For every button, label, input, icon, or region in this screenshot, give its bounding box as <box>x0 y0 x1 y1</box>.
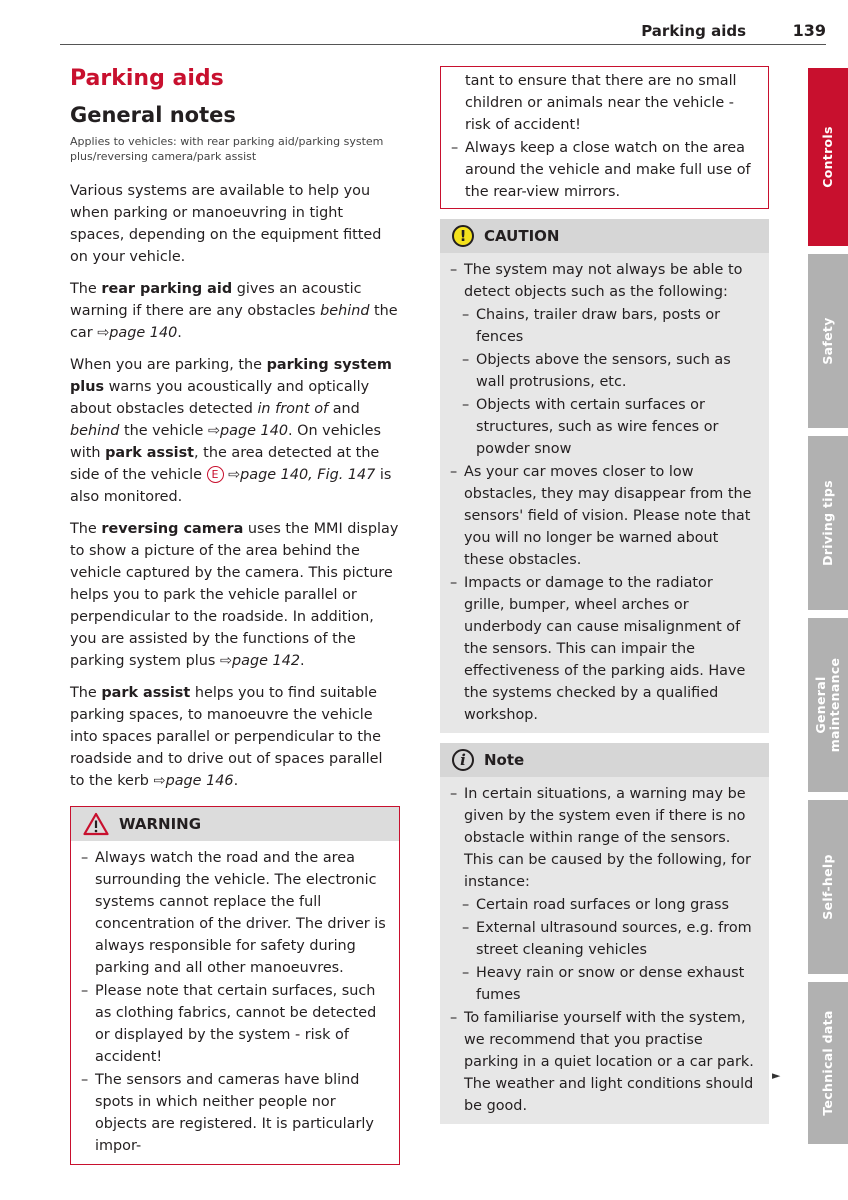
list-item: – As your car moves closer to low obstacles, they may disappear from the sensors' field of vision. Please note that you will no longer be warned about these obstacles. <box>450 461 757 571</box>
warning-header <box>71 807 399 841</box>
section-heading: General notes <box>70 103 236 127</box>
exclamation-circle-icon: ! <box>452 225 474 247</box>
text: gives an acoustic warning if there are any obstacles <box>70 281 362 319</box>
list-item: – Impacts or damage to the radiator grille, bumper, wheel arches or underbody can cause misalignment of the sensors. This can impair the effectiveness of the parking aids. Have the systems checked by a qualified workshop. <box>450 572 757 726</box>
emphasis: in front of <box>257 401 329 417</box>
list-item: – The sensors and cameras have blind spots in which neither people nor objects are registered. It is particularly impor- <box>81 1069 387 1157</box>
right-column <box>440 66 769 1124</box>
park-assist-paragraph <box>70 682 400 792</box>
parking-system-plus-paragraph <box>70 354 400 508</box>
tab-label: Safety <box>820 317 835 365</box>
note-box <box>440 743 769 1124</box>
note-header <box>440 743 769 777</box>
text: uses the MMI display to show a picture of the area behind the vehicle captured by the camera. This picture helps you to park the vehicle parallel or perpendicular to the roadside. In addition, you are assisted by the functions of the parking system plus <box>70 521 399 669</box>
text: the car <box>70 303 398 341</box>
text: When you are parking, the <box>70 357 267 373</box>
list-item: – In certain situations, a warning may be given by the system even if there is no obstacle within range of the sensors. This can be caused by the following, for instance: <box>450 783 757 893</box>
list-item: – Always watch the road and the area surrounding the vehicle. The electronic systems cannot replace the full concentration of the driver. The driver is always responsible for safety during parking and all other manoeuvres. <box>81 847 387 979</box>
tab-label: Self-help <box>820 854 835 920</box>
header-section-title: Parking aids <box>641 22 746 40</box>
rear-parking-aid-paragraph <box>70 278 400 344</box>
term-rear-parking-aid: rear parking aid <box>101 281 233 297</box>
warning-box <box>70 806 400 1165</box>
note-label: Note <box>484 751 525 769</box>
tab-safety[interactable] <box>808 254 848 428</box>
term-park-assist: park assist <box>105 445 195 461</box>
text: The <box>70 685 102 701</box>
page-reference-link[interactable]: ⇨page 140, Fig. 147 <box>228 467 376 483</box>
warning-body <box>71 841 399 1164</box>
caution-header <box>440 219 769 253</box>
sub-list-item: – Objects with certain surfaces or structures, such as wire fences or powder snow <box>450 394 757 460</box>
warning-box-continued <box>440 66 769 209</box>
warning-continued-text: tant to ensure that there are no small children or animals near the vehicle - risk of accident! <box>465 73 737 133</box>
text: . On vehicles with <box>70 423 381 461</box>
text: warns you acoustically and optically about obstacles detected <box>70 379 370 417</box>
page-number: 139 <box>792 21 826 40</box>
sub-list-item: – Heavy rain or snow or dense exhaust fumes <box>450 962 757 1006</box>
intro-paragraph: Various systems are available to help you when parking or manoeuvring in tight spaces, depending on the equipment fitted on your vehicle. <box>70 183 382 265</box>
caution-box <box>440 219 769 733</box>
info-circle-icon: i <box>452 749 474 771</box>
tab-general-maintenance[interactable] <box>808 618 848 792</box>
text: is also monitored. <box>70 467 392 505</box>
term-park-assist: park assist <box>101 685 191 701</box>
tab-driving-tips[interactable] <box>808 436 848 610</box>
term-reversing-camera: reversing camera <box>101 521 244 537</box>
text: . <box>300 653 305 669</box>
text: . <box>177 325 182 341</box>
text: the vehicle <box>119 423 208 439</box>
page-reference-link[interactable]: ⇨page 142 <box>219 653 301 669</box>
tab-controls[interactable] <box>808 68 848 246</box>
tab-self-help[interactable] <box>808 800 848 974</box>
reversing-camera-paragraph <box>70 518 400 672</box>
sub-list-item: – Certain road surfaces or long grass <box>450 894 757 916</box>
list-item: – Please note that certain surfaces, such as clothing fabrics, cannot be detected or displayed by the system - risk of accident! <box>81 980 387 1068</box>
text: . <box>233 773 239 789</box>
tab-label: Driving tips <box>820 480 835 566</box>
emphasis: behind <box>320 303 370 319</box>
text: , the area detected at the side of the vehicle <box>70 445 380 483</box>
tab-label: Controls <box>820 126 835 188</box>
page-title: Parking aids <box>70 66 224 91</box>
text: helps you to find suitable parking spaces, to manoeuvre the vehicle into spaces parallel or perpendicular to the roadside and to drive out of spaces parallel to the kerb <box>70 685 383 789</box>
text: The <box>70 281 102 297</box>
sub-list-item: – External ultrasound sources, e.g. from street cleaning vehicles <box>450 917 757 961</box>
continue-arrow-icon: ► <box>772 1069 781 1082</box>
sub-list-item: – Objects above the sensors, such as wall protrusions, etc. <box>450 349 757 393</box>
sub-list-item: – Chains, trailer draw bars, posts or fences <box>450 304 757 348</box>
left-column <box>70 64 400 1165</box>
list-item: – Always keep a close watch on the area around the vehicle and make full use of the rear-view mirrors. <box>451 137 756 203</box>
warning-body-continued <box>441 67 768 208</box>
warning-label: WARNING <box>119 815 202 833</box>
tab-label: General maintenance <box>813 657 842 753</box>
term-parking-system-plus: parking system plus <box>70 357 392 395</box>
list-item: – To familiarise yourself with the system, we recommend that you practise parking in a quiet location or a car park. The weather and light conditions should be good. <box>450 1007 757 1117</box>
caution-body <box>440 253 769 733</box>
note-body <box>440 777 769 1124</box>
list-item: – The system may not always be able to detect objects such as the following: <box>450 259 757 303</box>
tab-technical-data[interactable] <box>808 982 848 1144</box>
page-header <box>60 20 826 45</box>
page-reference-link[interactable]: ⇨page 146 <box>153 773 234 789</box>
caution-label: CAUTION <box>484 227 560 245</box>
tab-label: Technical data <box>820 1010 835 1116</box>
text: The <box>70 521 102 537</box>
figure-marker-e-icon: E <box>207 466 224 483</box>
page-reference-link[interactable]: ⇨page 140 <box>97 325 178 341</box>
text: and <box>328 401 360 417</box>
page-reference-link[interactable]: ⇨page 140 <box>207 423 289 439</box>
emphasis: behind <box>70 423 120 439</box>
warning-triangle-icon <box>83 812 109 836</box>
applies-note: Applies to vehicles: with rear parking aid/parking system plus/reversing camera/park assist <box>70 135 384 163</box>
